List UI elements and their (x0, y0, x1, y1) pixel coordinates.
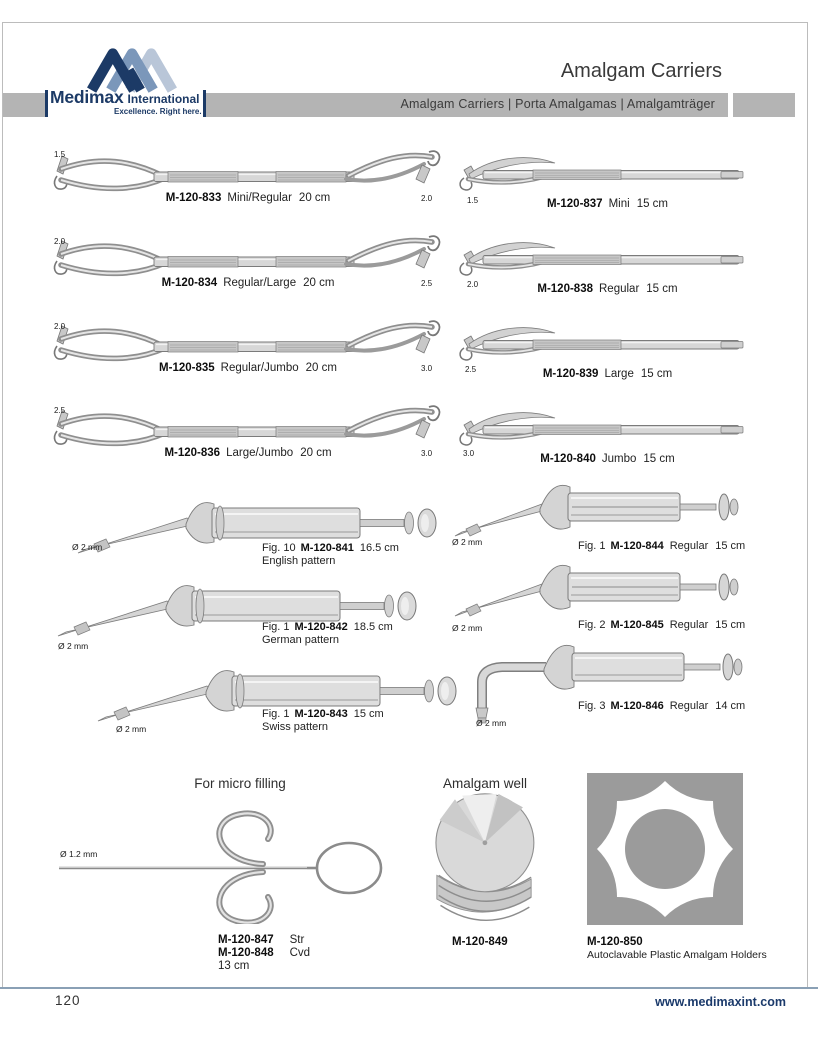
amalgam-gun-illustration (448, 559, 758, 621)
product-label: Fig. 1 M-120-842 18.5 cm German pattern (262, 621, 393, 646)
tip-size-label: 2.5 (54, 406, 66, 415)
brand-name (50, 87, 200, 108)
product-label: M-120-835 Regular/Jumbo 20 cm (159, 362, 337, 374)
product-m-120-835 (48, 316, 448, 378)
diameter-label: Ø 2 mm (452, 537, 483, 547)
product-label: Fig. 3 M-120-846 Regular 14 cm (578, 700, 746, 712)
brand-medimax: Medimax (50, 87, 124, 107)
product-m-120-833 (48, 146, 448, 208)
page-number: 120 (55, 993, 81, 1008)
category-subtitle: Amalgam Carriers | Porta Amalgamas | Amalgamträger (400, 97, 715, 111)
amalgam-gun-illustration (448, 479, 758, 541)
product-m-120-841 (50, 492, 440, 572)
tip-size-label: 2.0 (54, 322, 66, 331)
product-label: Fig. 1 M-120-843 15 cm Swiss pattern (262, 708, 384, 733)
category-bar-right-block (733, 93, 795, 117)
pattern-label: English pattern (262, 555, 336, 567)
brand-international: International (127, 92, 200, 106)
logo-separator-left (45, 90, 48, 117)
single-ended-carrier-illustration (455, 407, 760, 453)
holder-description: Autoclavable Plastic Amalgam Holders (587, 949, 767, 961)
diameter-label: Ø 2 mm (476, 718, 507, 728)
product-m-120-842 (50, 575, 440, 655)
amalgam-well-heading: Amalgam well (443, 776, 528, 791)
product-label: M-120-837 Mini 15 cm (546, 198, 669, 210)
tip-size-label: 3.0 (421, 364, 433, 373)
footer-divider (0, 987, 818, 989)
product-label: M-120-838 Regular 15 cm (537, 283, 678, 295)
product-m-120-839 (455, 320, 760, 382)
product-m-120-836 (48, 401, 448, 463)
single-ended-carrier-illustration (455, 237, 760, 283)
product-m-120-837 (455, 150, 760, 212)
product-m-120-846 (448, 640, 760, 732)
tip-size-label: 2.0 (54, 237, 66, 246)
bent-amalgam-gun-illustration (448, 642, 758, 726)
tip-size-label: 2.5 (421, 279, 433, 288)
tip-size-label: 2.0 (421, 194, 433, 203)
plastic-amalgam-holder-illustration (587, 773, 743, 925)
product-label: M-120-836 Large/Jumbo 20 cm (164, 447, 332, 459)
micro-filling-labels: M-120-847 Str M-120-848 Cvd 13 cm (218, 934, 311, 972)
website-link[interactable]: www.medimaxint.com (655, 995, 786, 1009)
holder-label: M-120-850 (587, 936, 643, 948)
tip-size-label: 1.5 (467, 196, 479, 205)
micro-filling-heading: For micro filling (194, 776, 286, 791)
micro-filling-instrument-illustration (55, 806, 385, 924)
diameter-label: Ø 1.2 mm (60, 849, 98, 859)
diameter-label: Ø 2 mm (58, 641, 89, 651)
pattern-label: German pattern (262, 634, 340, 646)
product-label: M-120-833 Mini/Regular 20 cm (165, 192, 331, 204)
logo-separator-right (203, 90, 206, 117)
tip-size-label: 3.0 (421, 449, 433, 458)
diameter-label: Ø 2 mm (72, 542, 103, 552)
single-ended-carrier-illustration (455, 322, 760, 368)
product-m-120-843 (50, 660, 440, 744)
brand-tagline: Excellence. Right here. (114, 107, 202, 116)
pattern-label: Swiss pattern (262, 721, 329, 733)
tip-size-label: 2.5 (465, 365, 477, 374)
product-label: Fig. 2 M-120-845 Regular 15 cm (578, 619, 746, 631)
single-ended-carrier-illustration (455, 152, 760, 198)
tip-size-label: 2.0 (467, 280, 479, 289)
amalgam-well-label: M-120-849 (452, 936, 508, 948)
product-label: Fig. 10 M-120-841 16.5 cm English pattern (262, 542, 399, 567)
category-bar-left (3, 93, 45, 117)
diameter-label: Ø 2 mm (452, 623, 483, 633)
product-m-120-834 (48, 231, 448, 293)
product-m-120-844 (448, 495, 760, 561)
product-label: M-120-840 Jumbo 15 cm (540, 453, 675, 465)
product-m-120-845 (448, 565, 760, 637)
diameter-label: Ø 2 mm (116, 724, 147, 734)
tip-size-label: 1.5 (54, 150, 66, 159)
product-label: M-120-839 Large 15 cm (542, 368, 673, 380)
product-m-120-838 (455, 235, 760, 297)
page-title: Amalgam Carriers (560, 60, 722, 82)
product-m-120-840 (455, 405, 760, 467)
tip-size-label: 3.0 (463, 449, 475, 458)
product-label: Fig. 1 M-120-844 Regular 15 cm (578, 540, 746, 552)
amalgam-well-illustration (422, 792, 546, 928)
product-label: M-120-834 Regular/Large 20 cm (161, 277, 335, 289)
